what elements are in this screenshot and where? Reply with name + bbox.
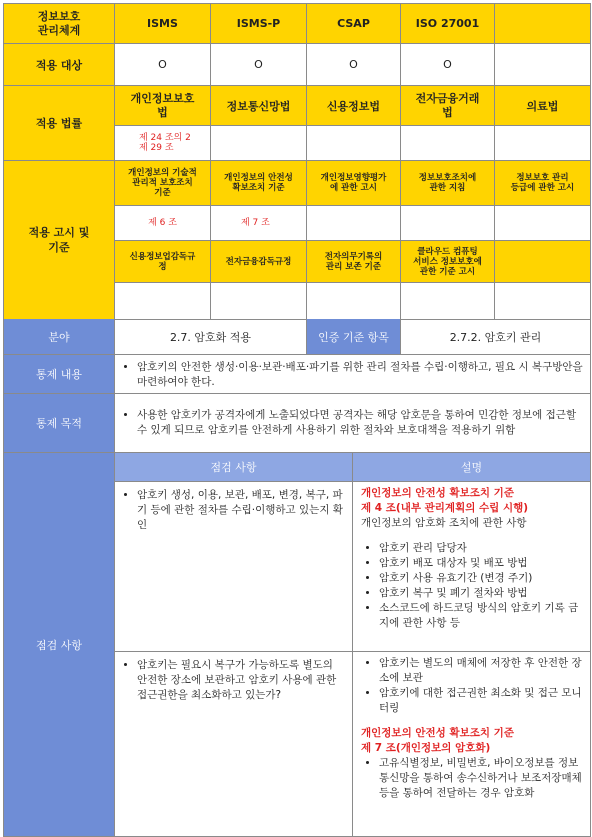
notice-article bbox=[307, 206, 401, 241]
law-name: 전자금융거래 법 bbox=[401, 86, 495, 126]
law-name: 의료법 bbox=[495, 86, 591, 126]
law-article: 제 24 조의 2 제 29 조 bbox=[115, 126, 211, 161]
purpose-content bbox=[115, 394, 591, 453]
inspection-col-header: 점검 사항 bbox=[115, 453, 353, 482]
description-1 bbox=[353, 482, 591, 652]
description-col-header: 설명 bbox=[353, 453, 591, 482]
col-isms-p: ISMS-P bbox=[211, 4, 307, 44]
inspection-item-text: • 암호키는 필요시 복구가 가능하도록 별도의 안전한 장소에 보관하고 암호키 사용에 관한 접근권한을 최소화하고 있는가? bbox=[137, 658, 346, 703]
description-2-item: • 암호키는 별도의 매체에 저장한 후 안전한 장소에 보관 bbox=[379, 656, 584, 686]
criteria-value: 2.7.2. 암호키 관리 bbox=[401, 319, 591, 355]
notice-item: 개인정보영향평가 에 관한 고시 bbox=[307, 161, 401, 206]
col-csap: CSAP bbox=[307, 4, 401, 44]
inspection-item-2 bbox=[115, 652, 353, 837]
control-content bbox=[115, 355, 591, 394]
col-iso27001: ISO 27001 bbox=[401, 4, 495, 44]
notice-item bbox=[495, 241, 591, 283]
notice-article: 제 6 조 bbox=[115, 206, 211, 241]
col-extra bbox=[495, 4, 591, 44]
description-2 bbox=[353, 652, 591, 837]
inspection-label: 점검 사항 bbox=[4, 453, 115, 837]
law-name: 정보통신망법 bbox=[211, 86, 307, 126]
field-value: 2.7. 암호화 적용 bbox=[115, 319, 307, 355]
purpose-label: 통제 목적 bbox=[4, 394, 115, 453]
description-1-item: • 암호키 복구 및 폐기 절차와 방법 bbox=[379, 586, 584, 601]
control-label: 통제 내용 bbox=[4, 355, 115, 394]
applicability-mark: O bbox=[401, 44, 495, 86]
notice-empty bbox=[115, 283, 211, 320]
notice-article bbox=[495, 206, 591, 241]
inspection-item-1 bbox=[115, 482, 353, 652]
purpose-text: • 사용한 암호키가 공격자에게 노출되었다면 공격자는 해당 암호문을 통하여 민감한 정보에 접근할 수 있게 되므로 암호키를 안전하게 사용하기 위한 절차와 보호대책을 적용하기 위함 bbox=[137, 408, 584, 438]
notice-item: 전자금융감독규정 bbox=[211, 241, 307, 283]
notice-empty bbox=[211, 283, 307, 320]
description-1-item: • 소스코드에 하드코딩 방식의 암호키 기록 금지에 관한 사항 등 bbox=[379, 601, 584, 631]
description-1-item: • 암호키 배포 대상자 및 배포 방법 bbox=[379, 556, 584, 571]
notices-label: 적용 고시 및 기준 bbox=[4, 161, 115, 320]
compliance-table bbox=[3, 3, 591, 319]
description-1-subtitle: 개인정보의 암호화 조치에 관한 사항 bbox=[361, 517, 527, 529]
description-1-item: • 암호키 사용 유효기간 (변경 주기) bbox=[379, 571, 584, 586]
notice-item: 정보보호 관리 등급에 관한 고시 bbox=[495, 161, 591, 206]
notice-item: 정보보호조치에 관한 지침 bbox=[401, 161, 495, 206]
law-article bbox=[307, 126, 401, 161]
laws-label: 적용 법률 bbox=[4, 86, 115, 161]
law-name: 신용정보법 bbox=[307, 86, 401, 126]
control-table bbox=[3, 319, 591, 837]
applicability-mark bbox=[495, 44, 591, 86]
notice-article: 제 7 조 bbox=[211, 206, 307, 241]
criteria-label: 인증 기준 항목 bbox=[307, 319, 401, 355]
system-label: 정보보호 관리체계 bbox=[4, 4, 115, 44]
description-2-item: • 고유식별정보, 비밀번호, 바이오정보를 정보통신망을 통하여 송수신하거나 보조저장매체 등을 통하여 전달하는 경우 암호화 bbox=[379, 756, 584, 801]
col-isms: ISMS bbox=[115, 4, 211, 44]
description-2-title: 개인정보의 안전성 확보조치 기준 제 7 조(개인정보의 암호화) bbox=[361, 727, 514, 754]
control-text: • 암호키의 안전한 생성·이용·보관·배포·파기를 위한 관리 절차를 수립·이행하고, 필요 시 복구방안을 마련하여야 한다. bbox=[137, 360, 584, 390]
notice-empty bbox=[401, 283, 495, 320]
description-1-item: • 암호키 관리 담당자 bbox=[379, 541, 584, 556]
notice-item: 개인정보의 기술적 관리적 보호조치 기준 bbox=[115, 161, 211, 206]
applicability-mark: O bbox=[115, 44, 211, 86]
notice-article bbox=[401, 206, 495, 241]
notice-item: 클라우드 컴퓨팅 서비스 정보보호에 관한 기준 고시 bbox=[401, 241, 495, 283]
notice-item: 전자의무기록의 관리 보존 기준 bbox=[307, 241, 401, 283]
inspection-item-text: • 암호키 생성, 이용, 보관, 배포, 변경, 복구, 파기 등에 관한 절차를 수립·이행하고 있는지 확인 bbox=[137, 488, 346, 533]
description-1-title: 개인정보의 안전성 확보조치 기준 제 4 조(내부 관리계획의 수립 시행) bbox=[361, 487, 529, 514]
applicability-label: 적용 대상 bbox=[4, 44, 115, 86]
notice-empty bbox=[495, 283, 591, 320]
applicability-mark: O bbox=[211, 44, 307, 86]
notice-item: 신용정보업감독규 정 bbox=[115, 241, 211, 283]
notice-empty bbox=[307, 283, 401, 320]
law-article bbox=[495, 126, 591, 161]
law-name: 개인정보보호 법 bbox=[115, 86, 211, 126]
law-article bbox=[211, 126, 307, 161]
applicability-mark: O bbox=[307, 44, 401, 86]
law-article bbox=[401, 126, 495, 161]
description-2-item: • 암호키에 대한 접근권한 최소화 및 접근 모니터링 bbox=[379, 686, 584, 716]
notice-item: 개인정보의 안전성 확보조치 기준 bbox=[211, 161, 307, 206]
field-label: 분야 bbox=[4, 319, 115, 355]
